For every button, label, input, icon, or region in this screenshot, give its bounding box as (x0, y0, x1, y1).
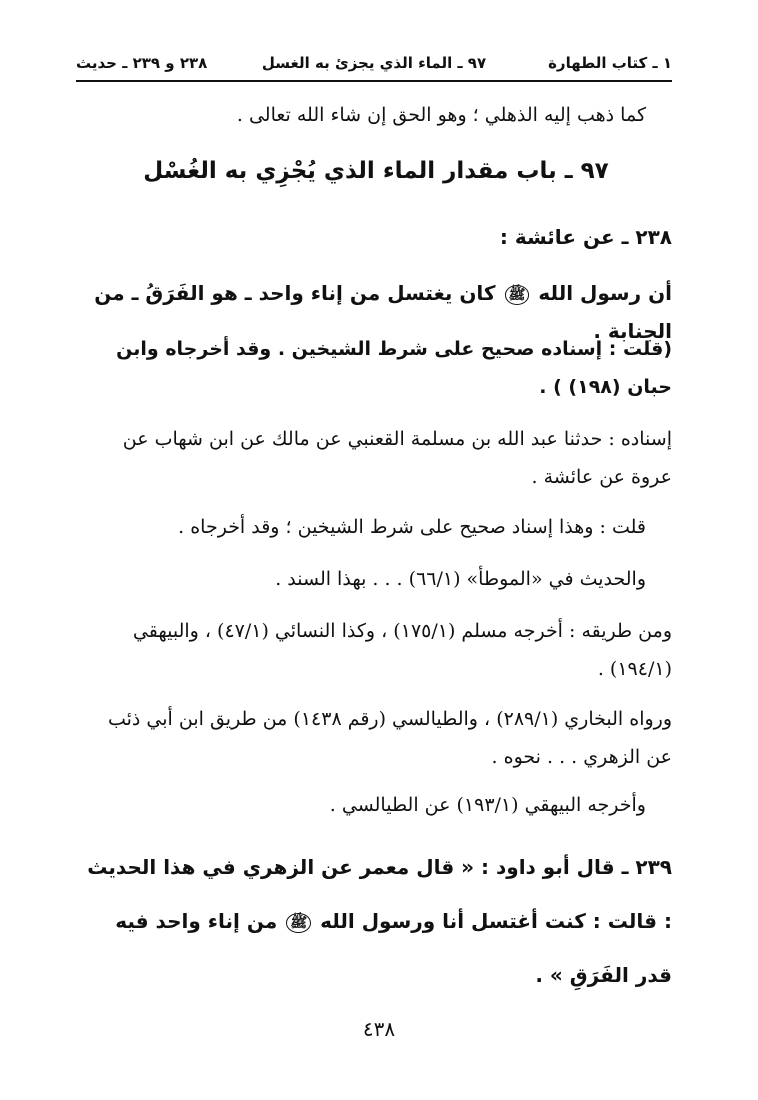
comment-2: والحديث في «الموطأ» (٦٦/١) . . . بهذا السند . (275, 568, 646, 590)
note-qultu: (قلت : إسناده صحيح على شرط الشيخين . وقد أخرجاه وابن حبان (١٩٨) ) . (116, 338, 672, 398)
running-header (76, 50, 672, 82)
header-book-title: ١ ـ كتاب الطهارة (548, 54, 672, 72)
salawat-symbol: ﷺ (505, 285, 530, 305)
hadith-239-text-before: ٢٣٩ ـ قال أبو داود : « قال معمر عن الزهري في هذا الحديث : قالت : كنت أغتسل أنا ورسول الله (87, 855, 672, 933)
page-number: ٤٣٨ (362, 1017, 396, 1041)
comment-3: ومن طريقه : أخرجه مسلم (١٧٥/١) ، وكذا النسائي (٤٧/١) ، والبيهقي (١٩٤/١) . (132, 620, 672, 680)
chapter-title: ٩٧ ـ باب مقدار الماء الذي يُجْزِي به الغُسْل (143, 158, 609, 184)
hadith-239-text-after: من إناء واحد فيه قدر الفَرَقِ » . (115, 909, 672, 987)
salawat-symbol: ﷺ (286, 913, 311, 933)
hadith-238-heading: ٢٣٨ ـ عن عائشة : (499, 225, 672, 249)
header-hadith-range: ٢٣٨ و ٢٣٩ ـ حديث (76, 54, 208, 72)
comment-4: ورواه البخاري (٢٨٩/١) ، والطيالسي (رقم ١٤٣٨) من طريق ابن أبي ذئب عن الزهري . . . نحوه . (107, 708, 672, 768)
hadith-239-text (80, 840, 672, 1002)
comment-5: وأخرجه البيهقي (١٩٣/١) عن الطيالسي . (329, 794, 646, 816)
hadith-238-text-after: كان يغتسل من إناء واحد ـ هو الفَرَقُ ـ من الجنابة . (94, 281, 672, 343)
header-chapter-title: ٩٧ ـ الماء الذي يجزئ به الغسل (261, 54, 487, 72)
intro-line: كما ذهب إليه الذهلي ؛ وهو الحق إن شاء الله تعالى . (236, 104, 646, 126)
isnad-paragraph: إسناده : حدثنا عبد الله بن مسلمة القعنبي عن مالك عن ابن شهاب عن عروة عن عائشة . (122, 428, 672, 488)
hadith-238-text-before: أن رسول الله (538, 281, 672, 305)
comment-1: قلت : وهذا إسناد صحيح على شرط الشيخين ؛ وقد أخرجاه . (178, 516, 646, 538)
